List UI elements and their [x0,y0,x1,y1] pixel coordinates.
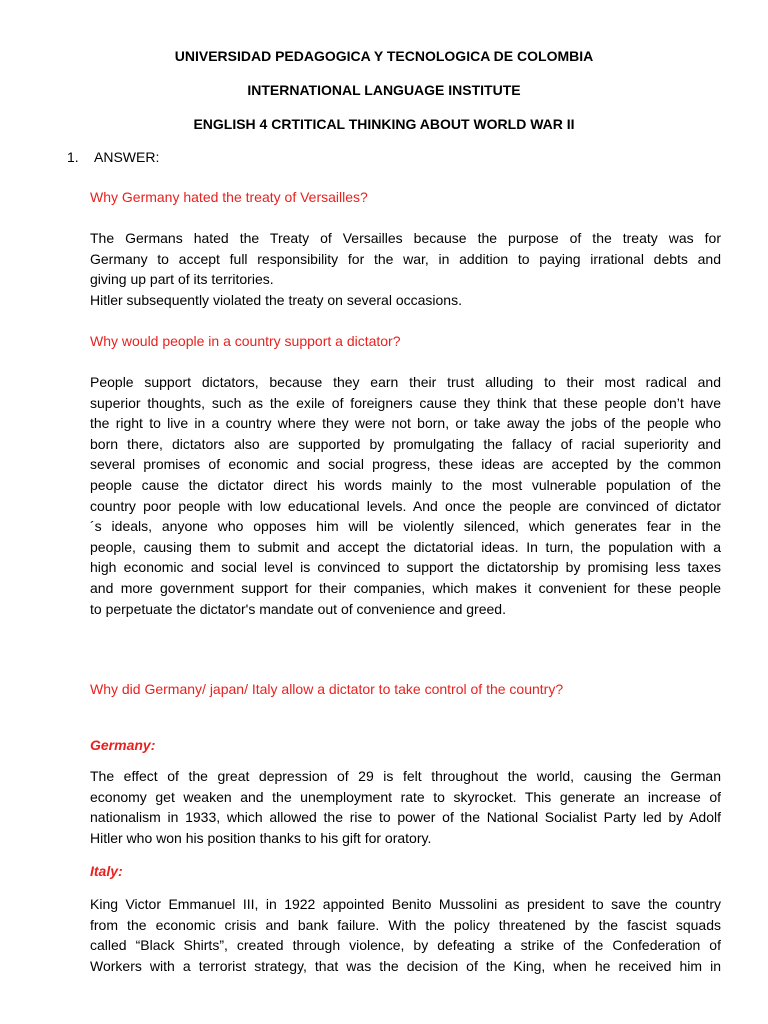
answer-dictator-support [90,372,721,619]
list-number: 1. [67,149,79,165]
paragraph-line: Hitler who won his position thanks to his gift for oratory. [90,829,432,846]
answer-germany [90,766,721,848]
question-dictator-control: Why did Germany/ japan/ Italy allow a dictator to take control of the country? [90,681,564,697]
course-title: ENGLISH 4 CRTITICAL THINKING ABOUT WORLD WAR II [193,116,575,132]
paragraph-line: to perpetuate the dictator's mandate out of convenience and greed. [90,600,506,617]
heading-germany: Germany: [90,737,156,753]
paragraph-line: people cause the dictator direct his words mainly to the most vulnerable population of the [90,476,721,493]
paragraph-line: economy get weaken and the unemployment rate to skyrocket. This generate an increase of [90,788,721,805]
paragraph-line: Hitler subsequently violated the treaty on several occasions. [90,291,462,308]
paragraph-line: country poor people with low educational levels. And once the people are convinced of dictator [90,497,721,514]
paragraph-line: The Germans hated the Treaty of Versailles because the purpose of the treaty was for [90,230,721,246]
university-title: UNIVERSIDAD PEDAGOGICA Y TECNOLOGICA DE COLOMBIA [174,48,594,64]
institute-title: INTERNATIONAL LANGUAGE INSTITUTE [247,82,521,98]
question-dictator-support: Why would people in a country support a dictator? [90,333,401,349]
paragraph-line: and more government support for their companies, which makes it convenient for these people [90,579,721,596]
question-versailles: Why Germany hated the treaty of Versailles? [90,189,368,205]
paragraph-line: several promises of economic and social progress, these ideas are accepted by the common [90,456,721,473]
paragraph-line: superior thoughts, such as the exile of foreigners cause they think that these people don’t have [90,394,721,411]
paragraph-line: Germany to accept full responsibility for the war, in addition to paying irrational debts and [90,250,721,267]
list-label: ANSWER: [94,149,160,165]
answer-versailles [90,228,721,310]
paragraph-line: Workers with a terrorist strategy, that was the decision of the King, when he received him in [90,957,721,974]
paragraph-line: nationalism in 1933, which allowed the rise to power of the National Socialist Party led by Adolf [90,809,721,826]
paragraph-line: giving up part of its territories. [90,271,274,288]
answer-italy [90,894,721,976]
paragraph-line: high economic and social level is convinced to support the dictatorship by promising less taxes [90,559,721,576]
paragraph-line: King Victor Emmanuel III, in 1922 appointed Benito Mussolini as president to save the country [90,896,721,912]
paragraph-line: ´s ideals, anyone who opposes him will be violently silenced, which generates fear in the [90,518,721,535]
paragraph-line: The effect of the great depression of 29 is felt throughout the world, causing the German [90,768,721,784]
paragraph-line: people, causing them to submit and accept the dictatorial ideas. In turn, the population with a [90,538,721,555]
paragraph-line: the right to live in a country where they were not born, or take away the jobs of the people who [90,415,721,432]
heading-italy: Italy: [90,863,123,879]
paragraph-line: People support dictators, because they earn their trust alluding to their most radical and [90,374,721,390]
paragraph-line: from the economic crisis and bank failure. With the policy threatened by the fascist squads [90,916,721,933]
paragraph-line: born there, dictators also are supported by promulgating the fallacy of racial superiority and [90,435,721,452]
paragraph-line: called “Black Shirts”, created through violence, by defeating a strike of the Confederation of [90,937,721,954]
